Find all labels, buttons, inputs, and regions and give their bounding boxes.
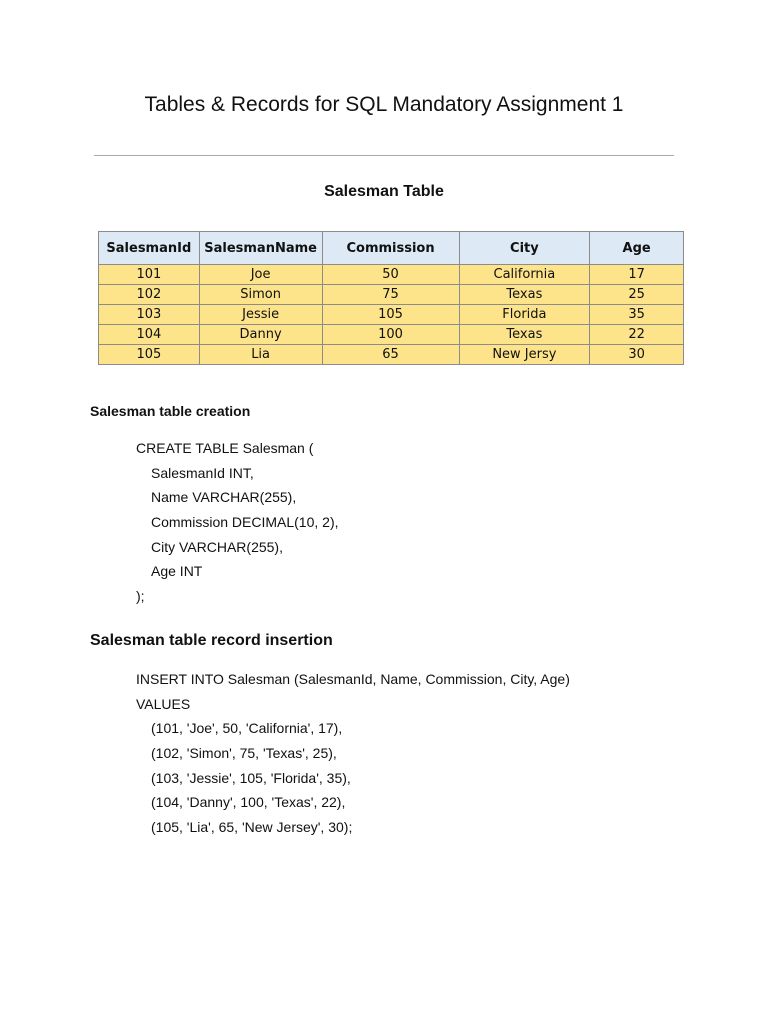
table-row	[99, 325, 684, 345]
cell-salesman-name: Simon	[199, 285, 322, 305]
table-row	[99, 285, 684, 305]
cell-commission: 75	[322, 285, 459, 305]
code-line: INSERT INTO Salesman (SalesmanId, Name, Commission, City, Age)	[136, 671, 570, 687]
table-header-row	[99, 232, 684, 265]
cell-salesman-id: 105	[99, 345, 200, 365]
header-age: Age	[590, 232, 684, 265]
cell-salesman-name: Joe	[199, 265, 322, 285]
cell-age: 22	[590, 325, 684, 345]
cell-salesman-id: 102	[99, 285, 200, 305]
cell-salesman-id: 103	[99, 305, 200, 325]
cell-city: California	[459, 265, 590, 285]
table-row	[99, 345, 684, 365]
table-row	[99, 305, 684, 325]
create-table-code	[136, 436, 339, 609]
cell-salesman-id: 104	[99, 325, 200, 345]
code-line: (104, 'Danny', 100, 'Texas', 22),	[151, 794, 346, 811]
code-line: (105, 'Lia', 65, 'New Jersey', 30);	[151, 819, 353, 836]
cell-commission: 65	[322, 345, 459, 365]
cell-age: 35	[590, 305, 684, 325]
header-commission: Commission	[322, 232, 459, 265]
code-line: Name VARCHAR(255),	[151, 489, 297, 506]
horizontal-rule	[94, 155, 674, 156]
cell-city: Florida	[459, 305, 590, 325]
code-line: SalesmanId INT,	[151, 464, 254, 481]
cell-commission: 105	[322, 305, 459, 325]
document-title: Tables & Records for SQL Mandatory Assignment 1	[144, 93, 624, 116]
code-line: VALUES	[136, 695, 191, 712]
cell-commission: 50	[322, 265, 459, 285]
cell-city: New Jersy	[459, 345, 590, 365]
code-line: (102, 'Simon', 75, 'Texas', 25),	[151, 745, 337, 762]
cell-commission: 100	[322, 325, 459, 345]
code-line: );	[136, 588, 145, 605]
cell-city: Texas	[459, 285, 590, 305]
header-salesman-id: SalesmanId	[99, 232, 200, 265]
code-line: City VARCHAR(255),	[151, 538, 283, 555]
header-city: City	[459, 232, 590, 265]
insertion-heading: Salesman table record insertion	[90, 632, 333, 649]
cell-salesman-name: Danny	[199, 325, 322, 345]
code-line: Age INT	[151, 563, 203, 580]
header-salesman-name: SalesmanName	[199, 232, 322, 265]
salesman-table-title: Salesman Table	[324, 183, 444, 200]
salesman-table	[98, 231, 684, 365]
cell-age: 17	[590, 265, 684, 285]
cell-city: Texas	[459, 325, 590, 345]
cell-salesman-name: Lia	[199, 345, 322, 365]
code-line: CREATE TABLE Salesman (	[136, 440, 314, 456]
cell-age: 25	[590, 285, 684, 305]
cell-age: 30	[590, 345, 684, 365]
code-line: (101, 'Joe', 50, 'California', 17),	[151, 720, 343, 737]
code-line: (103, 'Jessie', 105, 'Florida', 35),	[151, 769, 351, 786]
table-row	[99, 265, 684, 285]
insert-records-code	[136, 667, 570, 840]
cell-salesman-id: 101	[99, 265, 200, 285]
code-line: Commission DECIMAL(10, 2),	[151, 514, 339, 531]
creation-heading: Salesman table creation	[90, 403, 251, 419]
cell-salesman-name: Jessie	[199, 305, 322, 325]
